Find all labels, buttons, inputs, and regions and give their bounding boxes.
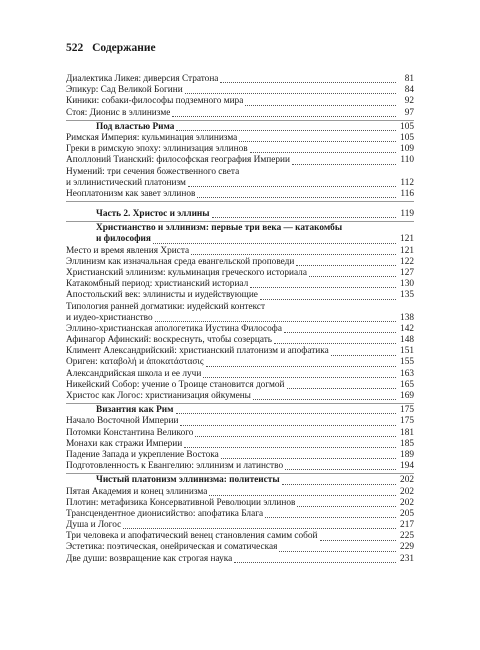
running-title: Содержание: [92, 42, 156, 54]
toc-entry: Афинагор Афинский: воскреснуть, чтобы созерцать 148: [66, 335, 414, 346]
toc-entry: Эпикур: Сад Великой Богини 84: [66, 85, 414, 96]
toc-entry: Стоя: Дионис в эллинизме 97: [66, 107, 414, 118]
divider: [66, 201, 414, 202]
toc-section-heading: и философия 121: [96, 234, 414, 245]
toc-entry: Плотин: метафизика Консервативной Революции эллинов 202: [66, 497, 414, 508]
toc-entry: Римская Империя: кульминация эллинизма 105: [66, 132, 414, 143]
toc-entry: Эллинизм как изначальная среда евангельской проповеди 122: [66, 256, 414, 267]
running-header: [66, 42, 156, 54]
toc-section-heading: Чистый платонизм эллинизма: политеисты 202: [96, 475, 414, 486]
toc-entry: Катакомбный период: христианский историал 130: [66, 279, 414, 290]
toc-entry: Греки в римскую эпоху: эллинизация эллинов 109: [66, 144, 414, 155]
toc-entry: Пятая Академия и конец эллинизма 202: [66, 486, 414, 497]
toc-section-heading: Под властью Рима 105: [96, 121, 414, 132]
toc-entry: Место и время явления Христа 121: [66, 245, 414, 256]
toc-entry: Неоплатонизм как завет эллинов 116: [66, 188, 414, 199]
toc-entry: Эллино-христианская апологетика Иустина Философа 142: [66, 323, 414, 334]
table-of-contents: [66, 74, 414, 565]
toc-entry: Никейский Собор: учение о Троице становится догмой 165: [66, 379, 414, 390]
toc-entry: Христос как Логос: христианизация ойкумены 169: [66, 391, 414, 402]
toc-entry: Апостольский век: эллинисты и иудействующие 135: [66, 290, 414, 301]
toc-entry: и иудео-христианство 138: [66, 312, 414, 323]
toc-entry: Начало Восточной Империи 175: [66, 416, 414, 427]
toc-entry: Две души: возвращение как строгая наука 231: [66, 553, 414, 564]
toc-entry: Ориген: καταβολή и ἀποκατάστασις 155: [66, 357, 414, 368]
divider: [66, 403, 414, 404]
toc-entry: Потомки Константина Великого 181: [66, 427, 414, 438]
toc-entry: Аполлоний Тианский: философская география Империи 110: [66, 155, 414, 166]
toc-entry: Подготовленность к Евангелию: эллинизм и латинство 194: [66, 461, 414, 472]
toc-entry: Киники: собаки-философы подземного мира 92: [66, 96, 414, 107]
toc-entry: Трансцендентное дионисийство: апофатика Блага 205: [66, 508, 414, 519]
page-number: 522: [66, 42, 84, 54]
toc-entry: Диалектика Ликея: диверсия Стратона 81: [66, 73, 414, 84]
toc-entry-line1: Нумений: три сечения божественного света: [66, 166, 240, 177]
toc-entry: и эллинистический платонизм 112: [66, 177, 414, 188]
toc-entry: Климент Александрийский: христианский платонизм и апофатика 151: [66, 346, 414, 357]
toc-section-heading-line1: Христианство и эллинизм: первые три века — катакомбы: [96, 223, 343, 234]
toc-entry: Падение Запада и укрепление Востока 189: [66, 449, 414, 460]
toc-entry: Три человека и апофатический венец становления самим собой 225: [66, 531, 414, 542]
toc-entry: Христианский эллинизм: кульминация греческого историала 127: [66, 267, 414, 278]
toc-section-heading: Византия как Рим 175: [96, 405, 414, 416]
toc-entry: Эстетика: поэтическая, онейрическая и соматическая 229: [66, 542, 414, 553]
toc-part-heading: Часть 2. Христос и эллины 119: [96, 209, 414, 220]
toc-entry: Монахи как стражи Империи 185: [66, 438, 414, 449]
divider: [66, 120, 414, 121]
toc-entry: Александрийская школа и ее лучи 163: [66, 368, 414, 379]
toc-entry: Душа и Логос 217: [66, 520, 414, 531]
toc-entry-line1: Типология ранней догматики: иудейский контекст: [66, 301, 266, 312]
divider: [66, 473, 414, 474]
